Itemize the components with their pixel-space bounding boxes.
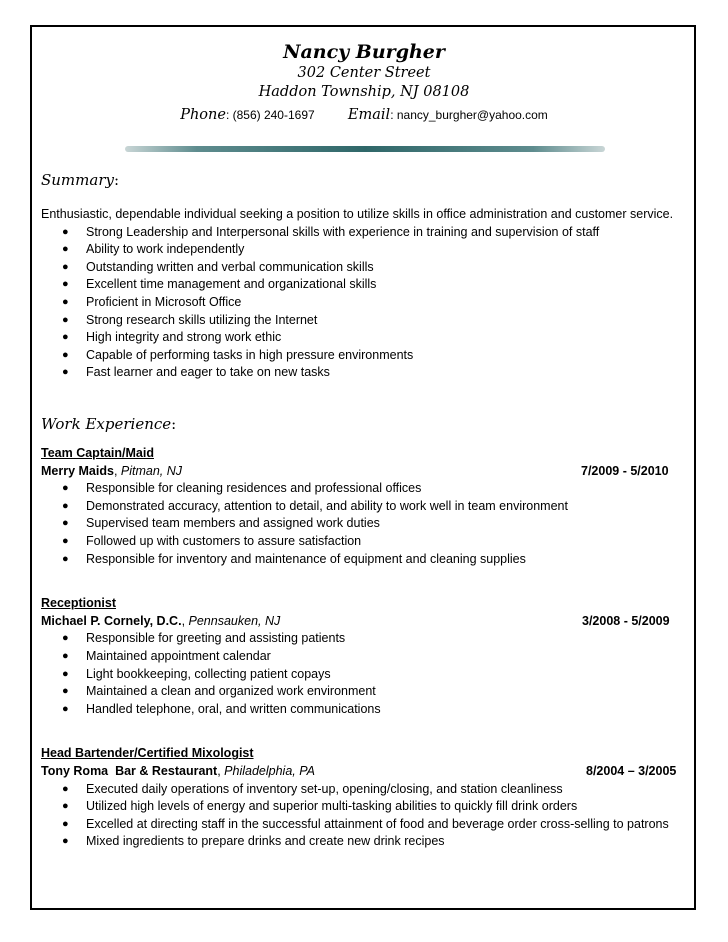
bullet-icon: ● bbox=[62, 225, 69, 238]
bullet-icon: ● bbox=[62, 800, 69, 813]
email-label: Email bbox=[347, 107, 391, 123]
bullet-icon: ● bbox=[62, 702, 69, 715]
list-item: ● Capable of performing tasks in high pressure environments bbox=[41, 347, 681, 365]
list-item: ● Responsible for cleaning residences and professional offices bbox=[41, 480, 681, 498]
employment-dates: 8/2004 – 3/2005 bbox=[586, 763, 677, 778]
employer-line: Tony Roma Bar & Restaurant, Philadelphia, PA 8/2004 – 3/2005 bbox=[41, 763, 681, 781]
job-title: Receptionist bbox=[41, 596, 117, 611]
candidate-name: Nancy Burgher bbox=[283, 41, 445, 63]
list-item: ● Fast learner and eager to take on new tasks bbox=[41, 364, 681, 382]
list-item: ● Strong research skills utilizing the Internet bbox=[41, 312, 681, 330]
list-item: ● Handled telephone, oral, and written communications bbox=[41, 701, 681, 719]
bullet-icon: ● bbox=[62, 649, 69, 662]
list-item: ● Maintained appointment calendar bbox=[41, 648, 681, 666]
bullet-icon: ● bbox=[62, 243, 69, 256]
list-item: ● Excellent time management and organizational skills bbox=[41, 276, 681, 294]
employment-dates: 3/2008 - 5/2009 bbox=[582, 613, 670, 628]
bullet-icon: ● bbox=[62, 331, 69, 344]
list-item: ● Demonstrated accuracy, attention to detail, and ability to work well in team environment bbox=[41, 498, 681, 516]
street-address: 302 Center Street bbox=[297, 65, 431, 81]
list-item: ● Excelled at directing staff in the successful attainment of food and beverage order cross-selling to patrons bbox=[41, 816, 681, 834]
list-item: ● Outstanding written and verbal communication skills bbox=[41, 259, 681, 277]
bullet-icon: ● bbox=[62, 552, 69, 565]
bullet-icon: ● bbox=[62, 782, 69, 795]
employer-line: Michael P. Cornely, D.C., Pennsauken, NJ 3/2008 - 5/2009 bbox=[41, 613, 681, 631]
phone-label: Phone bbox=[180, 107, 226, 123]
employment-dates: 7/2009 - 5/2010 bbox=[581, 463, 669, 478]
summary-bullets bbox=[41, 224, 681, 382]
job-bullets bbox=[41, 781, 681, 851]
email-address: nancy_burgher@yahoo.com bbox=[396, 108, 548, 122]
list-item: ● Utilized high levels of energy and superior multi-tasking abilities to quickly fill drink orders bbox=[41, 798, 681, 816]
city-state-zip: Haddon Township, NJ 08108 bbox=[258, 84, 470, 100]
employer-name: Tony Roma Bar & Restaurant bbox=[41, 763, 218, 778]
bullet-icon: ● bbox=[62, 817, 69, 830]
contact-line: Phone: (856) 240-1697 Email: nancy_burgher@yahoo.com bbox=[180, 107, 548, 123]
job-entry bbox=[41, 745, 681, 851]
work-experience-heading: Work Experience: bbox=[41, 415, 177, 433]
bullet-icon: ● bbox=[62, 313, 69, 326]
list-item: ● Proficient in Microsoft Office bbox=[41, 294, 681, 312]
bullet-icon: ● bbox=[62, 260, 69, 273]
list-item: ● Maintained a clean and organized work environment bbox=[41, 683, 681, 701]
employer-name: Merry Maids bbox=[41, 463, 114, 478]
bullet-icon: ● bbox=[62, 534, 69, 547]
summary-heading: Summary: bbox=[41, 171, 120, 189]
list-item: ● Light bookkeeping, collecting patient copays bbox=[41, 666, 681, 684]
resume-header bbox=[0, 40, 728, 126]
job-bullets bbox=[41, 630, 681, 718]
job-title: Team Captain/Maid bbox=[41, 446, 154, 460]
job-entry bbox=[41, 445, 681, 568]
bullet-icon: ● bbox=[62, 278, 69, 291]
list-item: ● Strong Leadership and Interpersonal skills with experience in training and supervision of staff bbox=[41, 224, 681, 242]
list-item: ● Followed up with customers to assure satisfaction bbox=[41, 533, 681, 551]
list-item: ● Responsible for inventory and maintenance of equipment and cleaning supplies bbox=[41, 551, 681, 569]
bullet-icon: ● bbox=[62, 348, 69, 361]
job-entry bbox=[41, 595, 681, 718]
summary-intro: Enthusiastic, dependable individual seeking a position to utilize skills in office administration and customer service. bbox=[41, 207, 674, 221]
employer-location: Pennsauken, NJ bbox=[188, 613, 281, 628]
list-item: ● Executed daily operations of inventory set-up, opening/closing, and station cleanliness bbox=[41, 781, 681, 799]
job-title: Head Bartender/Certified Mixologist bbox=[41, 746, 254, 761]
header-divider bbox=[125, 146, 605, 152]
bullet-icon: ● bbox=[62, 667, 69, 680]
job-bullets bbox=[41, 480, 681, 568]
list-item: ● Responsible for greeting and assisting patients bbox=[41, 630, 681, 648]
bullet-icon: ● bbox=[62, 482, 69, 495]
employer-line: Merry Maids, Pitman, NJ 7/2009 - 5/2010 bbox=[41, 463, 681, 481]
bullet-icon: ● bbox=[62, 685, 69, 698]
phone-number: (856) 240-1697 bbox=[232, 108, 315, 122]
list-item: ● High integrity and strong work ethic bbox=[41, 329, 681, 347]
work-experience-section bbox=[41, 445, 681, 851]
list-item: ● Mixed ingredients to prepare drinks and create new drink recipes bbox=[41, 833, 681, 851]
bullet-icon: ● bbox=[62, 499, 69, 512]
employer-location: Pitman, NJ bbox=[120, 463, 183, 478]
bullet-icon: ● bbox=[62, 295, 69, 308]
employer-location: Philadelphia, PA bbox=[224, 763, 315, 778]
bullet-icon: ● bbox=[62, 366, 69, 379]
bullet-icon: ● bbox=[62, 517, 69, 530]
employer-name: Michael P. Cornely, D.C. bbox=[41, 613, 182, 628]
bullet-icon: ● bbox=[62, 835, 69, 848]
bullet-icon: ● bbox=[62, 632, 69, 645]
summary-section bbox=[41, 206, 681, 382]
list-item: ● Supervised team members and assigned work duties bbox=[41, 515, 681, 533]
list-item: ● Ability to work independently bbox=[41, 241, 681, 259]
